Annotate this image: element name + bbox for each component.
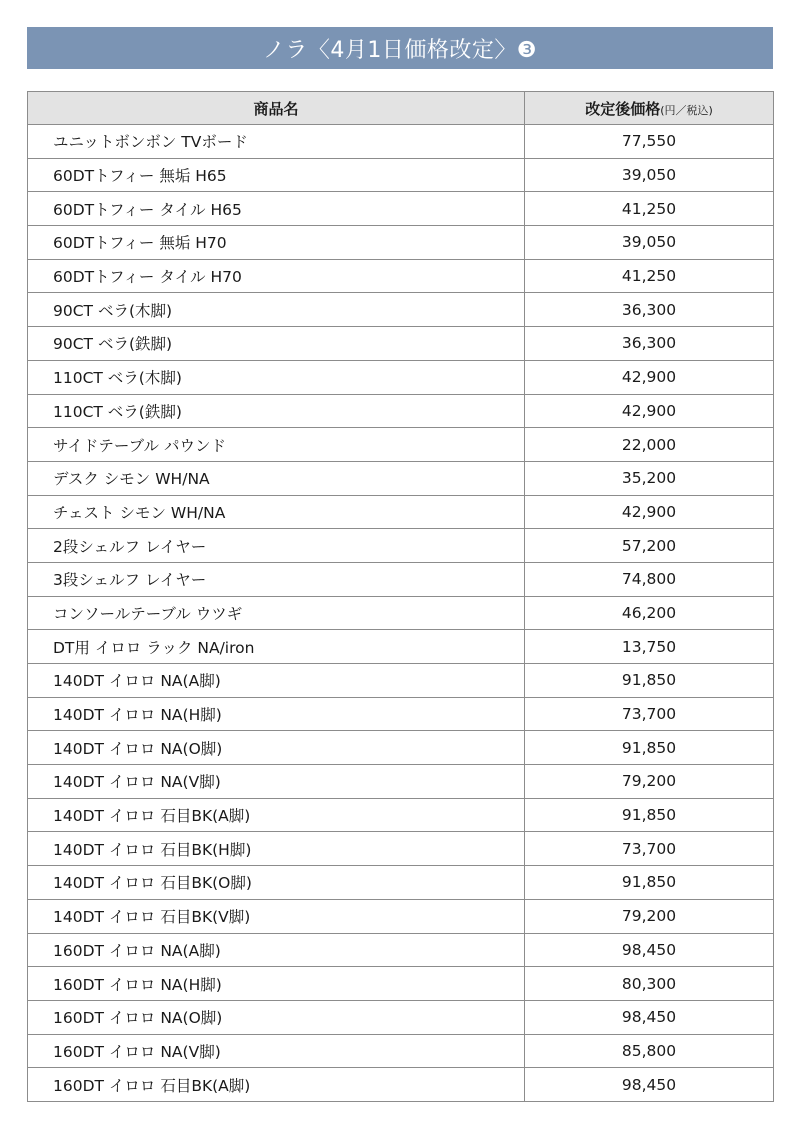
table-row <box>28 529 774 563</box>
table-row <box>28 967 774 1001</box>
price-cell: 74,800 <box>525 562 774 596</box>
product-name-cell: 60DTトフィー 無垢 H65 <box>28 158 525 192</box>
product-name-cell: 160DT イロロ NA(O脚) <box>28 1000 525 1034</box>
price-cell: 73,700 <box>525 832 774 866</box>
product-name-cell: 140DT イロロ NA(O脚) <box>28 731 525 765</box>
table-row <box>28 899 774 933</box>
price-cell: 42,900 <box>525 360 774 394</box>
product-name-cell: 160DT イロロ NA(H脚) <box>28 967 525 1001</box>
table-body <box>28 125 774 1102</box>
price-cell: 91,850 <box>525 731 774 765</box>
table-row <box>28 664 774 698</box>
price-cell: 42,900 <box>525 394 774 428</box>
product-name-cell: 3段シェルフ レイヤー <box>28 562 525 596</box>
product-name-cell: 140DT イロロ NA(H脚) <box>28 697 525 731</box>
table-row <box>28 360 774 394</box>
price-cell: 79,200 <box>525 899 774 933</box>
table-row <box>28 158 774 192</box>
price-cell: 39,050 <box>525 158 774 192</box>
price-cell: 91,850 <box>525 866 774 900</box>
title-bar <box>27 27 773 69</box>
product-name-cell: 140DT イロロ 石目BK(A脚) <box>28 798 525 832</box>
product-name-cell: 160DT イロロ NA(A脚) <box>28 933 525 967</box>
price-cell: 41,250 <box>525 259 774 293</box>
product-name-cell: 90CT ベラ(木脚) <box>28 293 525 327</box>
price-cell: 91,850 <box>525 664 774 698</box>
table-header-row <box>28 92 774 125</box>
column-header-price <box>525 92 774 125</box>
price-cell: 39,050 <box>525 226 774 260</box>
price-cell: 36,300 <box>525 293 774 327</box>
product-name-cell: サイドテーブル パウンド <box>28 428 525 462</box>
table-row <box>28 832 774 866</box>
product-name-cell: 140DT イロロ 石目BK(V脚) <box>28 899 525 933</box>
product-name-cell: 60DTトフィー タイル H65 <box>28 192 525 226</box>
product-name-cell: 60DTトフィー 無垢 H70 <box>28 226 525 260</box>
price-cell: 98,450 <box>525 1000 774 1034</box>
table-row <box>28 1068 774 1102</box>
product-name-cell: 110CT ベラ(木脚) <box>28 360 525 394</box>
table-row <box>28 125 774 159</box>
table-row <box>28 630 774 664</box>
product-name-cell: 2段シェルフ レイヤー <box>28 529 525 563</box>
price-cell: 22,000 <box>525 428 774 462</box>
page-title: ノラ〈4月1日価格改定〉❸ <box>262 37 538 63</box>
price-cell: 85,800 <box>525 1034 774 1068</box>
price-cell: 46,200 <box>525 596 774 630</box>
table-row <box>28 798 774 832</box>
price-cell: 42,900 <box>525 495 774 529</box>
product-name-cell: 160DT イロロ 石目BK(A脚) <box>28 1068 525 1102</box>
table-row <box>28 596 774 630</box>
table-row <box>28 1034 774 1068</box>
table-row <box>28 293 774 327</box>
price-table <box>27 91 774 1102</box>
price-cell: 41,250 <box>525 192 774 226</box>
price-cell: 57,200 <box>525 529 774 563</box>
product-name-cell: デスク シモン WH/NA <box>28 461 525 495</box>
price-cell: 77,550 <box>525 125 774 159</box>
product-name-cell: 140DT イロロ 石目BK(O脚) <box>28 866 525 900</box>
product-name-cell: チェスト シモン WH/NA <box>28 495 525 529</box>
price-cell: 91,850 <box>525 798 774 832</box>
price-cell: 79,200 <box>525 765 774 799</box>
price-cell: 73,700 <box>525 697 774 731</box>
price-unit-note: (円／税込) <box>660 103 713 117</box>
product-name-cell: DT用 イロロ ラック NA/iron <box>28 630 525 664</box>
product-name-cell: 90CT ベラ(鉄脚) <box>28 327 525 361</box>
price-cell: 98,450 <box>525 933 774 967</box>
table-row <box>28 259 774 293</box>
product-name-cell: 110CT ベラ(鉄脚) <box>28 394 525 428</box>
price-cell: 35,200 <box>525 461 774 495</box>
product-name-cell: 160DT イロロ NA(V脚) <box>28 1034 525 1068</box>
table-row <box>28 933 774 967</box>
product-name-cell: 140DT イロロ NA(V脚) <box>28 765 525 799</box>
column-header-name: 商品名 <box>28 92 525 125</box>
table-row <box>28 731 774 765</box>
price-cell: 80,300 <box>525 967 774 1001</box>
table-row <box>28 192 774 226</box>
product-name-cell: 140DT イロロ 石目BK(H脚) <box>28 832 525 866</box>
price-cell: 13,750 <box>525 630 774 664</box>
table-row <box>28 866 774 900</box>
table-row <box>28 394 774 428</box>
product-name-cell: コンソールテーブル ウツギ <box>28 596 525 630</box>
table-row <box>28 697 774 731</box>
column-header-price-label: 改定後価格 <box>585 99 661 118</box>
table-row <box>28 562 774 596</box>
table-row <box>28 226 774 260</box>
table-row <box>28 495 774 529</box>
table-row <box>28 1000 774 1034</box>
table-row <box>28 765 774 799</box>
price-cell: 98,450 <box>525 1068 774 1102</box>
table-row <box>28 461 774 495</box>
product-name-cell: 60DTトフィー タイル H70 <box>28 259 525 293</box>
product-name-cell: ユニットボンボン TVボード <box>28 125 525 159</box>
table-row <box>28 327 774 361</box>
price-cell: 36,300 <box>525 327 774 361</box>
table-row <box>28 428 774 462</box>
product-name-cell: 140DT イロロ NA(A脚) <box>28 664 525 698</box>
